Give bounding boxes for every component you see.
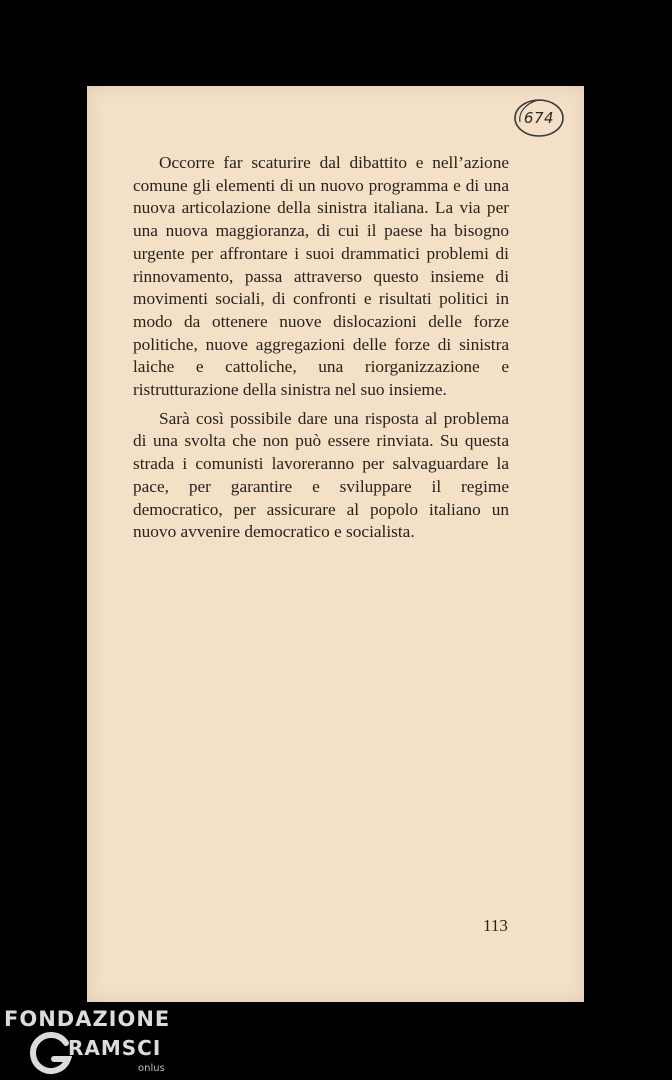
- logo-line-onlus: onlus: [138, 1063, 165, 1074]
- logo-line-fondazione: FONDAZIONE: [4, 1007, 171, 1031]
- archive-number-mark: [512, 96, 566, 140]
- body-text: [133, 152, 509, 544]
- document-page: [87, 86, 584, 1002]
- logo-line-gramsci: RAMSCI: [68, 1036, 162, 1060]
- paragraph: Sarà così possibile dare una risposta al problema di una svolta che non può essere rinviata. Su questa strada i comunisti lavoreranno per salvaguardare la pace, per garantire e sviluppare il regime democratico, per assicurare al popolo italiano un nuovo avvenire democratico e socialista.: [133, 408, 509, 542]
- archive-number: 674: [523, 109, 555, 127]
- page-number: 113: [483, 916, 508, 935]
- fondazione-gramsci-logo: [4, 1007, 174, 1079]
- paragraph: Occorre far scaturire dal dibattito e nell’azione comune gli elementi di un nuovo programma e di una nuova articolazione della sinistra italiana. La via per una nuova maggioranza, di cui il paese ha bisogno urgente per affrontare i suoi drammatici problemi di rinnovamento, passa attraverso questo insieme di movimenti sociali, di confronti e risultati politici in modo da ottenere nuove dislocazioni delle forze politiche, nuove aggregazioni delle forze di sinistra laiche e cattoliche, una riorganizzazione e ristrutturazione della sinistra nel suo insieme.: [133, 153, 509, 400]
